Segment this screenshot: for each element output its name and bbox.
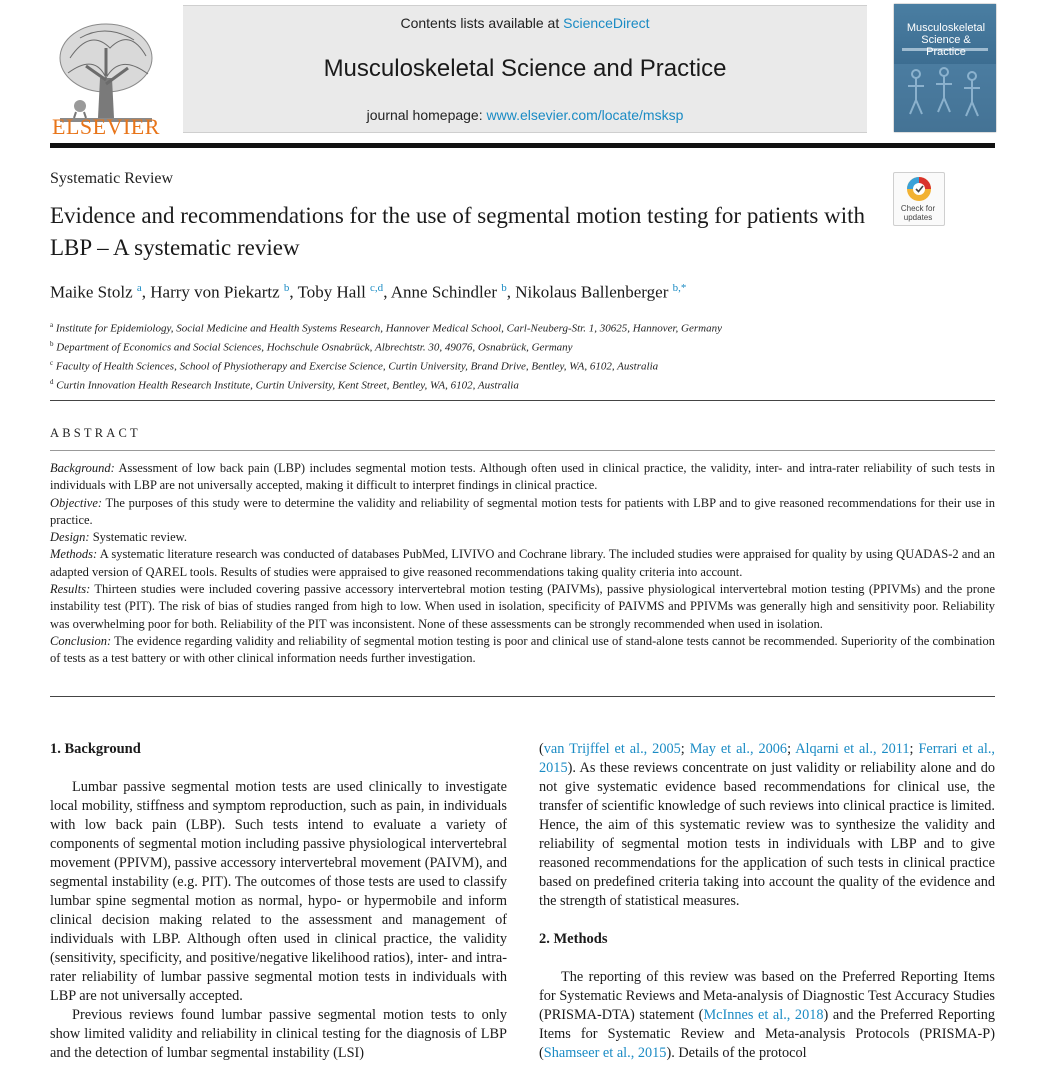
author-affiliation-link[interactable]: b: [283, 282, 290, 294]
abstract-conclusion: [50, 633, 995, 668]
homepage-line: [183, 107, 867, 123]
citation-link[interactable]: McInnes et al., 2018: [703, 1007, 824, 1023]
abstract-rule: [50, 450, 995, 451]
journal-title: Musculoskeletal Science and Practice: [323, 55, 727, 82]
abstract-text: The purposes of this study were to determine the validity and reliability of segmental motion tests for patients with LBP and to give reasoned recommendations for their use in practice.: [50, 495, 995, 527]
body-text: ). Details of the protocol: [666, 1045, 807, 1061]
abstract-results: [50, 581, 995, 633]
abstract-label: Design:: [50, 530, 90, 545]
section-rule: [50, 400, 995, 401]
author-affiliation-link[interactable]: b,*: [672, 282, 687, 294]
article-title: Evidence and recommendations for the use of segmental motion testing for patients with LBP – A systematic review: [50, 203, 866, 260]
elsevier-wordmark[interactable]: ELSEVIER: [52, 114, 160, 139]
citation-separator: ;: [909, 741, 919, 757]
journal-homepage-link[interactable]: www.elsevier.com/locate/msksp: [486, 107, 684, 123]
check-for-updates-label: Check for updates: [900, 204, 936, 222]
author-list: Maike Stolz $^a$, Harry von Piekartz $^b$, Toby Hall $^{c,d}$, Anne Schindler $^b$, Nikolaus Ballenberger $^{b,*}$: [50, 282, 687, 302]
affiliations: [50, 318, 995, 395]
abstract-body: [50, 460, 995, 668]
author-name: Nikolaus Ballenberger: [515, 282, 669, 302]
affiliation-mark: c: [50, 359, 54, 368]
affiliation-mark: d: [50, 378, 54, 387]
check-for-updates-icon: [894, 173, 944, 205]
body-paragraph: [539, 968, 995, 1063]
abstract-label: Objective:: [50, 495, 103, 510]
body-paragraph: Lumbar passive segmental motion tests are used clinically to investigate local mobility, stiffness and symptom reproduction, such as pain, in individuals with low back pain (LBP). Such tests intend to evaluate a variety of components of segmental motion including passive physiological intervertebral movement (PPIVM), passive accessory intervertebral movement (PAIVM), and segmental instability (e.g. PIT). The outcomes of those tests are used to classify lumbar spine segmental motion as normal, hypo- or hypermobile and inform clinical decision making related to the assessment and management of individuals with LBP. Although often used in clinical practice, the validity (sensitivity, specificity, and positive/negative likelihood ratios), inter- and intra-rater reliability of lumbar passive segmental motion tests in individuals with LBP are not universally accepted.: [50, 779, 507, 1004]
affiliation: [50, 375, 995, 394]
cover-title: Musculoskeletal Science & Practice: [906, 22, 986, 58]
abstract-label: Methods:: [50, 547, 98, 562]
citation-link[interactable]: Shamseer et al., 2015: [543, 1045, 667, 1061]
affiliation: [50, 356, 995, 375]
author-name: Harry von Piekartz: [150, 282, 280, 302]
section-heading-background: 1. Background: [50, 741, 141, 757]
body-column-right: [539, 740, 995, 1063]
abstract-text: A systematic literature research was conducted of databases PubMed, LIVIVO and Cochrane library. The included studies were appraised for quality by using QUADAS-2 and an adapted version of QAREL tools. Results of studies were appraised to give reasoned recommendations taking quality criteria into account.: [50, 547, 995, 579]
abstract-heading: ABSTRACT: [50, 426, 141, 440]
section-heading-methods: 2. Methods: [539, 931, 608, 947]
paren: (: [539, 741, 544, 757]
body-paragraph: Previous reviews found lumbar passive segmental motion tests to only show limited validity and reliability in clinical testing for the diagnosis of LBP and the detection of lumbar segmental instability (LSI): [50, 1007, 507, 1061]
affiliation-text: Faculty of Health Sciences, School of Physiotherapy and Exercise Science, Curtin University, Brand Drive, Bentley, WA, 6102, Australia: [55, 360, 659, 373]
citation-separator: ;: [680, 741, 690, 757]
homepage-prefix: journal homepage:: [366, 107, 487, 123]
abstract-text: Assessment of low back pain (LBP) includes segmental motion tests. Although often used in clinical practice, the validity, inter- and intra-rater reliability of such tests in individuals with LBP are not universally accepted, making it difficult to interpret findings in clinical practice.: [50, 461, 995, 493]
author-affiliation-link[interactable]: c,d: [370, 282, 384, 294]
author-affiliation-link[interactable]: b: [501, 282, 507, 294]
abstract-label: Conclusion:: [50, 633, 112, 648]
abstract-text: The evidence regarding validity and reliability of segmental motion testing is poor and clinical use of stand-alone tests cannot be recommended. Superiority of the combination of tests as a test battery or with other clinical information needs further investigation.: [50, 633, 995, 666]
abstract-background: [50, 460, 995, 495]
header-rule: [50, 143, 995, 148]
body-text: The reporting of this review was based on the Preferred Reporting Items for Systematic Reviews and Meta-analysis of Diagnostic Test Accuracy Studies (PRISMA-DTA) statement (: [539, 969, 995, 1023]
body-text: ). As these reviews concentrate on just validity or reliability alone and do not give systematic evidence based recommendations for clinical use, the transfer of scientific knowledge of such reviews into clinical practice is limited. Hence, the aim of this systematic review was to synthesize the validity and reliability of segmental motion tests in individuals with LBP and to give reasoned recommendations for the application of such tests in clinical practice based on predefined criteria taking into account the quality of the evidence and the strength of statistical measures.: [539, 760, 995, 909]
body-column-left: [50, 740, 507, 1063]
author-affiliation-link[interactable]: a: [136, 282, 142, 294]
body-paragraph: [539, 740, 995, 911]
affiliation-text: Department of Economics and Social Sciences, Hochschule Osnabrück, Albrechtstr. 30, 49076, Osnabrück, Germany: [56, 341, 573, 354]
abstract-label: Results:: [50, 582, 91, 597]
affiliation-mark: b: [50, 340, 54, 349]
citation-separator: ;: [787, 741, 796, 757]
sciencedirect-link[interactable]: ScienceDirect: [563, 15, 650, 31]
abstract-methods: [50, 546, 995, 581]
contents-line: [183, 15, 867, 31]
citation-link[interactable]: Ferrari et al., 2015: [539, 741, 995, 776]
abstract-text: Systematic review.: [89, 530, 188, 545]
affiliation-text: Curtin Innovation Health Research Institute, Curtin University, Kent Street, Bentley, WA, 6102, Australia: [56, 380, 519, 393]
affiliation-mark: a: [50, 321, 54, 329]
author-name: Anne Schindler: [390, 282, 497, 302]
body-text: ) and the Preferred Reporting Items for Systematic Review and Meta-analysis Protocols (PRISMA-P) (: [539, 1007, 996, 1061]
abstract-design: [50, 529, 995, 546]
affiliation: [50, 337, 995, 356]
citation-link[interactable]: Alqarni et al., 2011: [795, 741, 910, 757]
abstract-text: Thirteen studies were included covering passive accessory intervertebral motion testing (PAIVMs), passive physiological intervertebral motion testing (PPIVMs) and the prone instability test (PIT). The risk of bias of studies ranged from high to low. When used in isolation, specificity of PAIVMS and PPIVMs was generally high and sensitivity poor. Reliability was overwhelming poor for both. Reliability of the PIT was inconsistent. None of these assessments can be strongly recommended when used in isolation.: [50, 582, 995, 631]
citation-link[interactable]: May et al., 2006: [689, 741, 788, 757]
article-type: Systematic Review: [50, 170, 174, 187]
abstract-label: Background:: [50, 461, 115, 475]
author-name: Maike Stolz: [50, 282, 133, 302]
author-name: Toby Hall: [297, 282, 366, 302]
affiliation: [50, 318, 995, 337]
citation-link[interactable]: van Trijffel et al., 2005: [543, 741, 681, 757]
section-rule: [50, 696, 995, 697]
contents-prefix: Contents lists available at: [400, 15, 564, 31]
abstract-objective: [50, 495, 995, 530]
affiliation-text: Institute for Epidemiology, Social Medicine and Health Systems Research, Hannover Medical School, Carl-Neuberg-Str. 1, 30625, Hannover, Germany: [55, 322, 722, 335]
